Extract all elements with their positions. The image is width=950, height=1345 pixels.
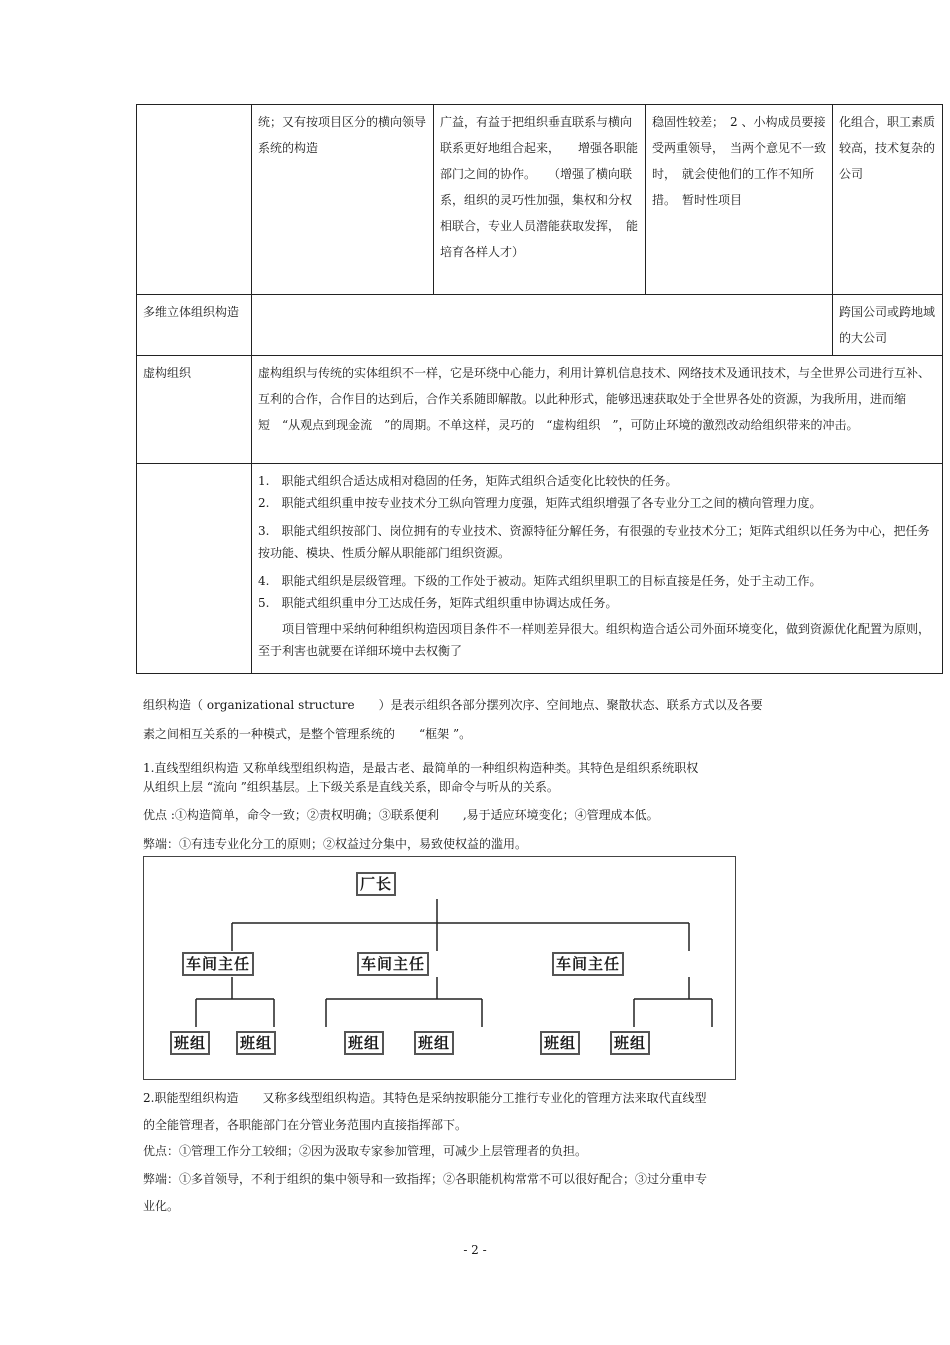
table-cell: 稳固性较差； 2 、小构成员要接受两重领导， 当两个意见不一致时， 就会使他们的工作不知所措。 暂时性项目: [646, 105, 833, 295]
table-cell: 多维立体组织构造: [137, 295, 252, 356]
section1-cons: 弊端：①有违专业化分工的原则；②权益过分集中，易致使权益的滥用。: [143, 837, 528, 851]
page-number: - 2 -: [463, 1243, 487, 1257]
org-node-leaf: 班组: [170, 1031, 210, 1055]
table-cell: 广益，有益于把组织垂直联系与横向联系更好地组合起来， 增强各职能部门之间的协作。 （增强了横向联系，组织的灵巧性加强，集权和分权相联合，专业人员潜能获取发挥， 能培育各样人才）: [434, 105, 646, 295]
section2-pros: 优点：①管理工作分工较细；②因为汲取专家参加管理，可减少上层管理者的负担。: [143, 1144, 588, 1158]
list-item: 5. 职能式组织重申分工达成任务，矩阵式组织重申协调达成任务。: [258, 596, 618, 610]
comparison-table: [136, 104, 943, 674]
table-cell: [137, 464, 252, 674]
list-item: 3. 职能式组织按部门、岗位拥有的专业技术、资源特征分解任务，有很强的专业技术分工；矩阵式组织以任务为中心，把任务按功能、模块、性质分解从职能部门组织资源。: [258, 524, 930, 560]
section1-pros: 优点 :①构造简单，命令一致；②责权明确；③联系便利 ,易于适应环境变化；④管理成本低。: [143, 808, 659, 822]
section1-line-1: 1.直线型组织构造 又称单线型组织构造，是最古老、最简单的一种组织构造种类。其特色是组织系统职权: [143, 761, 699, 775]
section2-cons-1: 弊端：①多首领导，不利于组织的集中领导和一致指挥；②各职能机构常常不可以很好配合；③过分重申专: [143, 1172, 708, 1186]
org-node-leaf: 班组: [414, 1031, 454, 1055]
org-node-leaf: 班组: [236, 1031, 276, 1055]
table-row: [137, 464, 943, 674]
table-cell: 统；又有按项目区分的横向领导系统的构造: [252, 105, 434, 295]
table-cell: [252, 464, 943, 674]
closing-paragraph: 项目管理中采纳何种组织构造因项目条件不一样则差异很大。组织构造合适公司外面环境变化，做到资源优化配置为原则，至于利害也就要在详细环境中去权衡了: [258, 622, 931, 658]
list-item: 4. 职能式组织是层级管理。下级的工作处于被动。矩阵式组织里职工的目标直接是任务，处于主动工作。: [258, 574, 822, 588]
table-row: [137, 356, 943, 464]
definition-line-2: 素之间相互关系的一种模式，是整个管理系统的 “框架 ”。: [143, 727, 472, 741]
org-node-top: 厂长: [356, 872, 396, 896]
org-node-leaf: 班组: [610, 1031, 650, 1055]
table-cell: 跨国公司或跨地域的大公司: [833, 295, 943, 356]
table-cell: 虚构组织与传统的实体组织不一样，它是环绕中心能力，利用计算机信息技术、网络技术及通讯技术，与全世界公司进行互补、互利的合作，合作目的达到后，合作关系随即解散。以此种形式，能够迅速获取处于全世界各处的资源，为我所用，进而缩短 “从观点到现金流 ”的周期。不单这样，灵巧的 “虚构组织 ”，可防止环境的激烈改动给组织带来的冲击。: [252, 356, 943, 464]
list-item: 1. 职能式组织合适达成相对稳固的任务，矩阵式组织合适变化比较快的任务。: [258, 474, 678, 488]
section2-cons-2: 业化。: [143, 1199, 180, 1213]
table-row: [137, 105, 943, 295]
org-node-middle: 车间主任: [357, 952, 429, 976]
section2-line-2: 的全能管理者，各职能部门在分管业务范围内直接指挥部下。: [143, 1118, 468, 1132]
list-item: 2. 职能式组织重申按专业技术分工纵向管理力度强，矩阵式组织增强了各专业分工之间的横向管理力度。: [258, 496, 822, 510]
section1-line-2: 从组织上层 “流向 ”组织基层。上下级关系是直线关系，即命令与听从的关系。: [143, 780, 559, 794]
org-node-leaf: 班组: [344, 1031, 384, 1055]
org-node-middle: 车间主任: [182, 952, 254, 976]
table-row: [137, 295, 943, 356]
table-cell: 虚构组织: [137, 356, 252, 464]
table-cell: [252, 295, 833, 356]
table-cell: 化组合，职工素质较高，技术复杂的公司: [833, 105, 943, 295]
section2-line-1: 2.职能型组织构造 又称多线型组织构造。其特色是采纳按职能分工推行专业化的管理方法来取代直线型: [143, 1091, 707, 1105]
table-cell: [137, 105, 252, 295]
org-chart: [143, 856, 736, 1080]
org-node-middle: 车间主任: [552, 952, 624, 976]
definition-line-1: 组织构造（ organizational structure ）是表示组织各部分摆列次序、空间地点、聚散状态、联系方式以及各要: [143, 698, 763, 712]
org-node-leaf: 班组: [540, 1031, 580, 1055]
